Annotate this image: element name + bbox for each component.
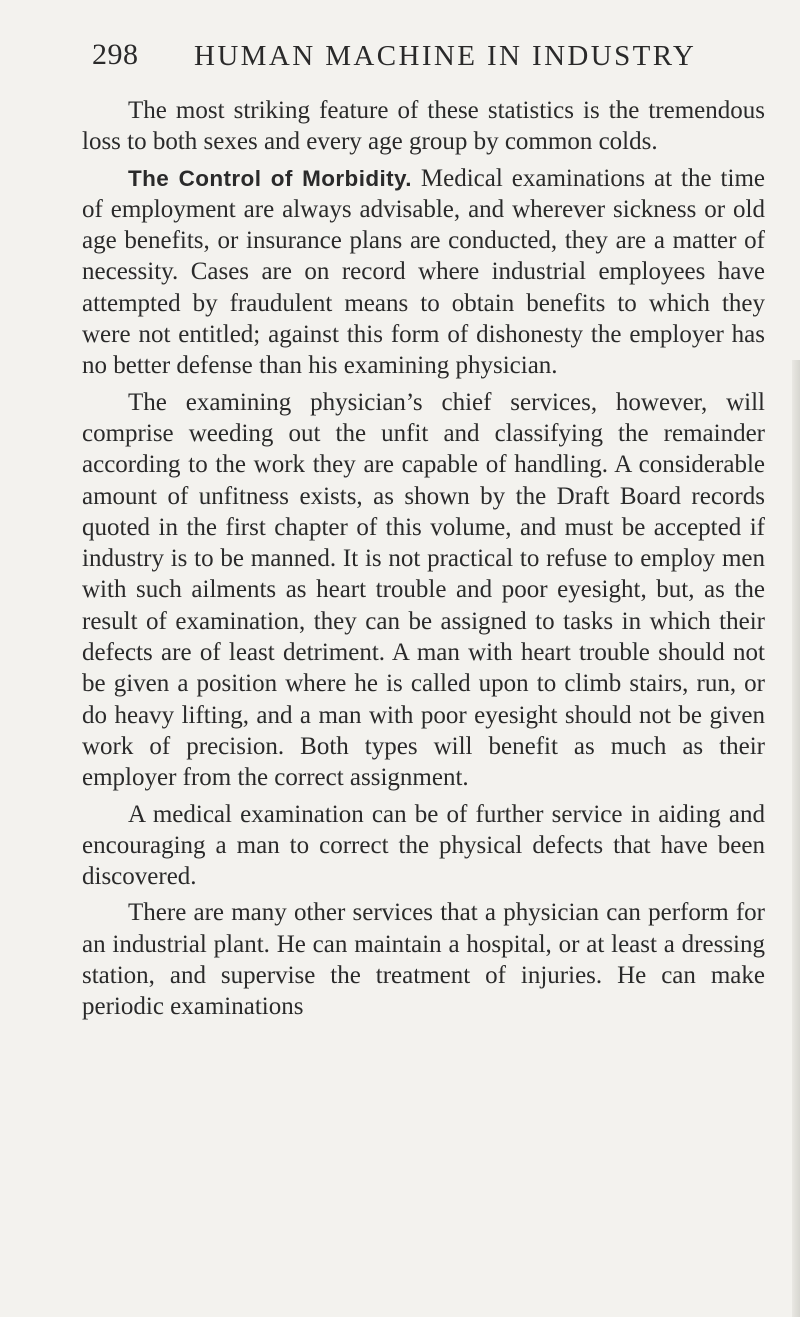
paragraph-control-of-morbidity [82, 163, 765, 382]
section-heading: The Control of Morbidity. [128, 165, 412, 191]
paragraph-text: There are many other services that a physician can perform for an industrial plant. He can maintain a hospital, or at least a dressing station, and supervise the treatment of injuries. He can make periodic examinations [82, 899, 765, 1021]
paragraph-examining-physician [82, 387, 765, 794]
paragraph-other-services [82, 897, 765, 1022]
paragraph-common-colds [82, 95, 765, 158]
paragraph-text: The examining physician’s chief services, however, will comprise weeding out the unfit and classifying the remainder according to the work they are capable of handling. A considerable amount of unfitness exists, as shown by the Draft Board records quoted in the first chapter of this volume, and must be accepted if industry is to be manned. It is not practical to refuse to employ men with such ailments as heart trouble and poor eyesight, but, as the result of examination, they can be assigned to tasks in which their defects are of least detriment. A man with heart trouble should not be given a position where he is called upon to climb stairs, run, or do heavy lifting, and a man with poor eyesight should not be given work of precision. Both types will benefit as much as their employer from the correct assignment. [82, 388, 765, 792]
page-edge-shadow [792, 360, 800, 1317]
running-head: HUMAN MACHINE IN INDUSTRY [194, 40, 697, 72]
page-header [92, 38, 732, 78]
paragraph-text: A medical examination can be of further service in aiding and encouraging a man to correct the physical defects that have been discovered. [82, 800, 765, 891]
body-text [82, 95, 765, 1023]
paragraph-text: The most striking feature of these statistics is the tremendous loss to both sexes and every age group by common colds. [82, 97, 765, 156]
page-number: 298 [92, 38, 139, 71]
paragraph-physical-defects [82, 799, 765, 893]
paragraph-text: Medical examinations at the time of employment are always advisable, and wherever sickness or old age benefits, or insurance plans are conducted, they are a matter of necessity. Cases are on record where industrial employees have attempted by fraudulent means to obtain benefits to which they were not entitled; against this form of dishonesty the employer has no better defense than his examining physician. [82, 164, 765, 380]
